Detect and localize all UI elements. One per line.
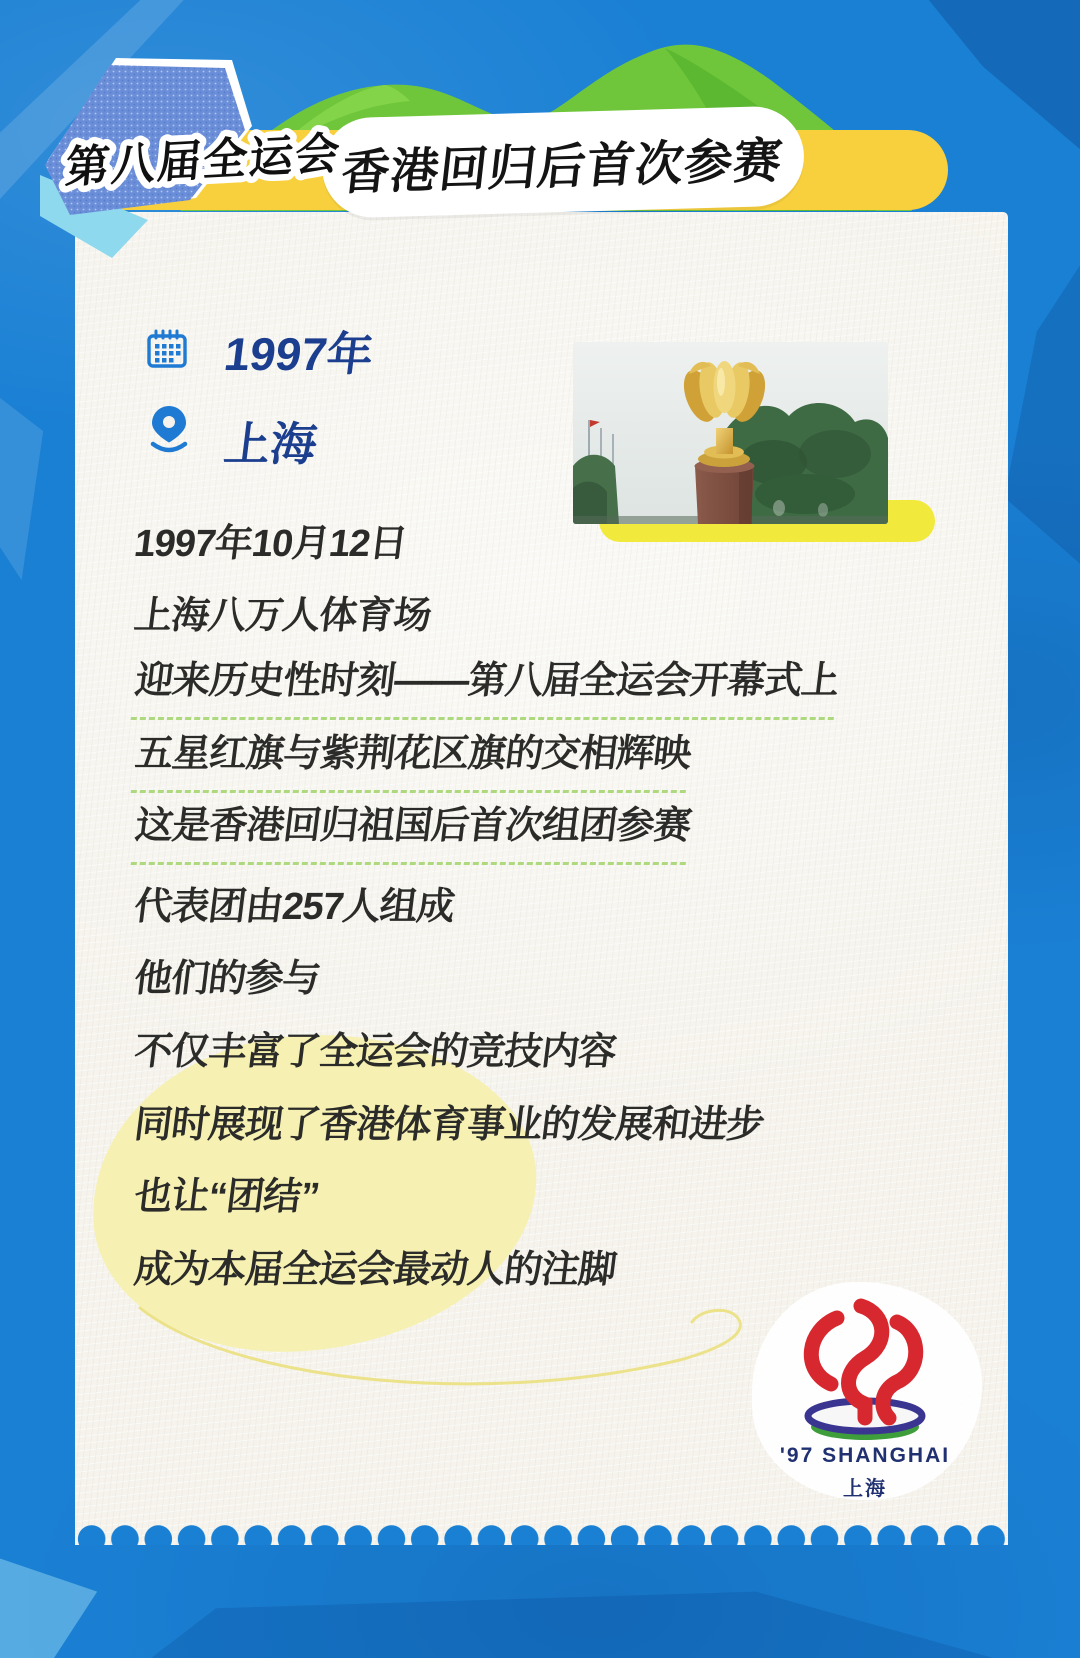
body-text-block <box>131 503 945 1302</box>
body-line: 这是香港回归祖国后首次组团参赛 <box>135 793 945 866</box>
body-line: 1997年10月12日 <box>131 522 410 565</box>
games-badge <box>40 40 380 280</box>
poster-title: 香港回归后首次参赛 <box>339 134 786 200</box>
logo-caption-en: '97 SHANGHAI <box>779 1444 951 1467</box>
body-line: 不仅丰富了全运会的竞技内容 <box>131 1030 619 1073</box>
badge-label: 第八届全运会 <box>63 129 344 193</box>
body-line: 也让“团结” <box>131 1176 322 1219</box>
body-line: 代表团由257人组成 <box>131 885 457 928</box>
body-line: 上海八万人体育场 <box>131 595 434 638</box>
photo-golden-bauhinia <box>573 342 888 524</box>
body-line: 他们的参与 <box>131 958 323 1001</box>
body-line: 五星红旗与紫荆花区旗的交相辉映 <box>135 721 945 794</box>
body-line: 同时展现了香港体育事业的发展和进步 <box>131 1103 767 1146</box>
location-pin-icon <box>146 404 192 454</box>
city-label: 上海 <box>221 418 320 470</box>
blob-outline-doodle <box>120 1280 780 1425</box>
body-line: 迎来历史性时刻——第八届全运会开幕式上 <box>135 648 945 721</box>
body-line: 成为本届全运会最动人的注脚 <box>131 1248 619 1291</box>
year-label: 1997年 <box>221 328 377 380</box>
shanghai-97-games-emblem <box>775 1296 955 1446</box>
header-title-pill <box>321 105 806 218</box>
logo-caption-cn: 上海 <box>843 1478 887 1500</box>
calendar-icon <box>146 328 188 370</box>
